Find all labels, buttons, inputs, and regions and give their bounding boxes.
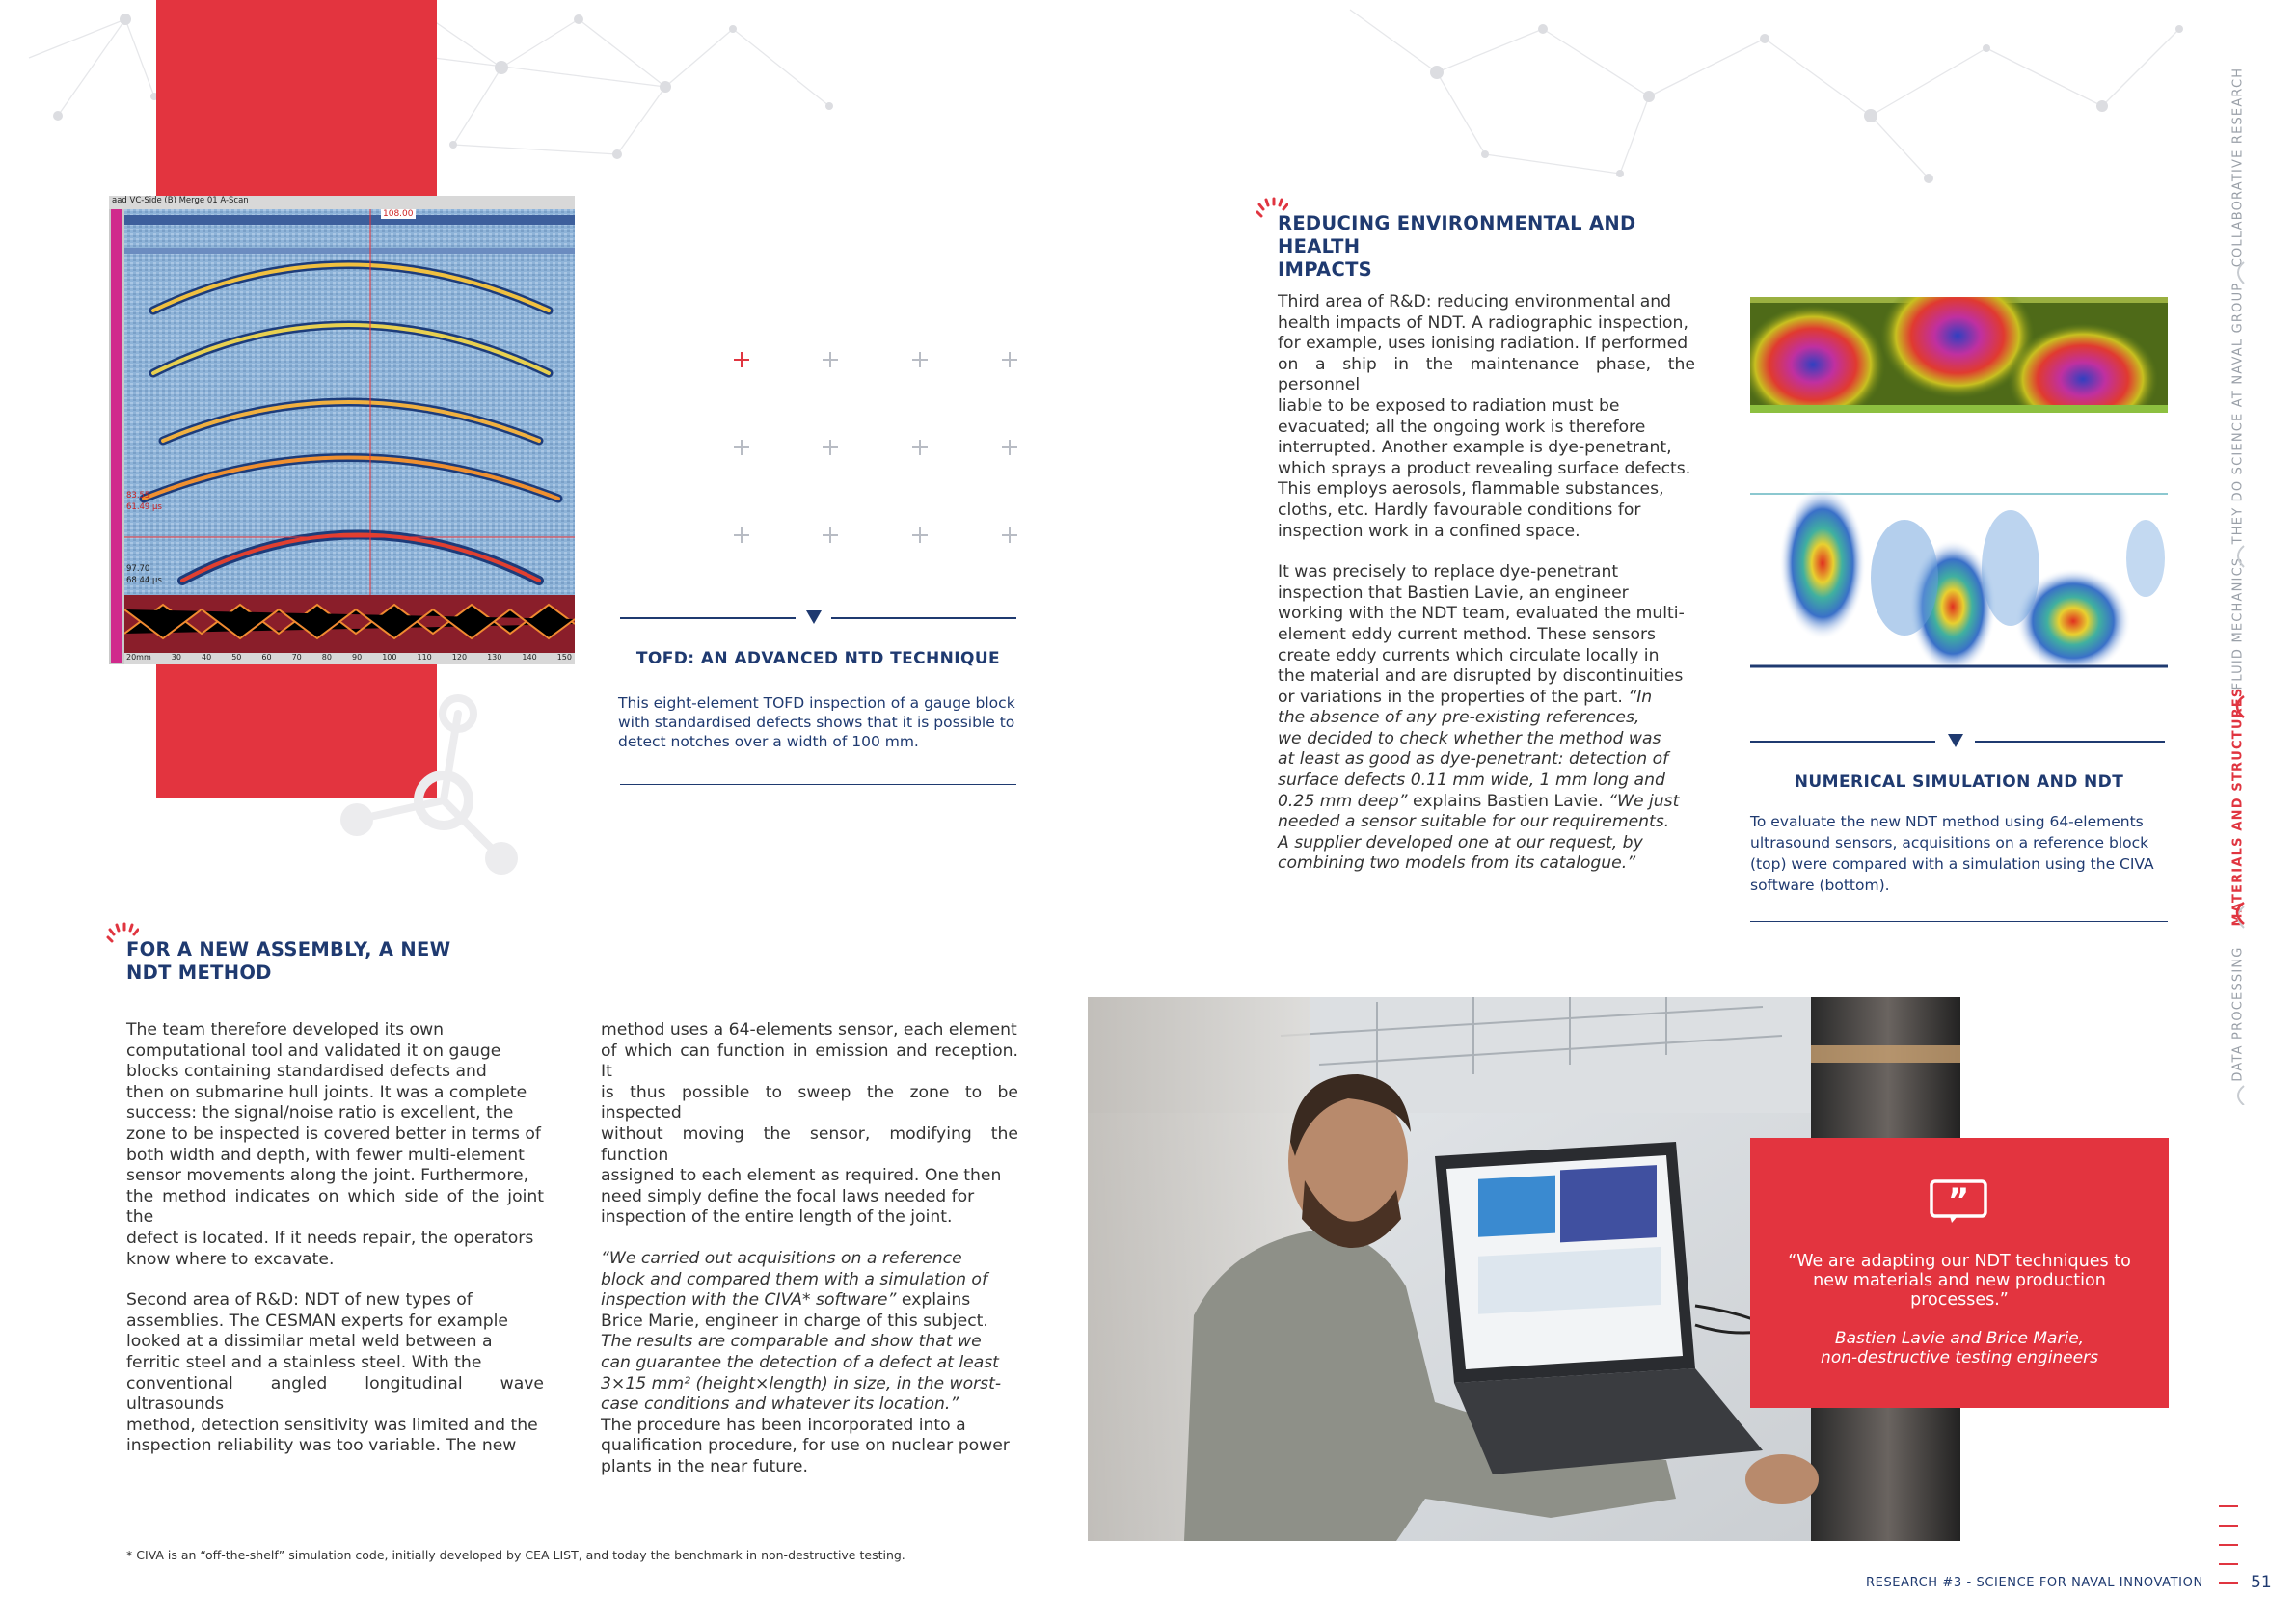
text-run: It was precisely to replace dye-penetrant (1278, 562, 1619, 582)
scan-left-ruler (111, 209, 122, 663)
plus-icon (734, 527, 749, 543)
text-run: or variations in the properties of the part. (1278, 687, 1623, 707)
text-run: The procedure has been incorporated into a (601, 1415, 966, 1435)
text-line: Second area of R&D: NDT of new types of (126, 1290, 473, 1311)
text-line: on a ship in the maintenance phase, the personnel (1278, 354, 1695, 395)
text-run: inspection of the entire length of the joint. (601, 1207, 953, 1228)
side-nav-label: FLUID MECHANICS (2230, 556, 2246, 690)
text-run: “In (1622, 687, 1653, 707)
scan-scale-label: 40 (201, 653, 212, 662)
text-run: is thus possible to sweep the zone to be inspected (601, 1082, 1018, 1123)
text-line (1278, 666, 1695, 688)
text-line (601, 1020, 1018, 1041)
heading-line: FOR A NEW ASSEMBLY, A NEW (126, 938, 451, 960)
scan-scale-label: 80 (321, 653, 332, 662)
text-line (1278, 604, 1695, 625)
scan-scale-label: 150 (556, 653, 572, 662)
text-line (601, 1353, 1018, 1374)
heading-line: IMPACTS (1278, 258, 1373, 281)
caption-bottom-rule (1750, 921, 2168, 922)
assembly-column-1 (126, 1020, 544, 1457)
scan-plot (124, 209, 575, 664)
text-run: the material and are disrupted by discontinuities (1278, 666, 1684, 687)
plus-icon (734, 440, 749, 455)
text-line (1278, 749, 1695, 771)
text-line: which sprays a product revealing surface defects. (1278, 458, 1691, 478)
network-decoration-right (1331, 0, 2218, 193)
text-run: combining two models from its catalogue.” (1278, 853, 1636, 874)
triangle-down-icon (806, 610, 822, 624)
scan-scale (126, 653, 572, 662)
text-run: inspection with the CIVA* software” (601, 1290, 897, 1311)
quote-author (1750, 1329, 2169, 1367)
text-line: health impacts of NDT. A radiographic inspection, (1278, 312, 1688, 333)
scan-header-text: aad VC-Side (B) Merge 01 A-Scan (112, 196, 249, 205)
text-line: ferritic steel and a stainless steel. With the (126, 1352, 482, 1372)
plus-icon (823, 440, 838, 455)
text-line: interrupted. Another example is dye-penetrant, (1278, 438, 1672, 458)
scan-scale-label: 20mm (126, 653, 151, 662)
caption-line: This eight-element TOFD inspection of a gauge block (618, 694, 1015, 712)
text-run: can guarantee the detection of a defect at least (601, 1352, 999, 1372)
text-line (1278, 853, 1695, 875)
scan-scale-label: 30 (171, 653, 181, 662)
plus-icon (1002, 440, 1017, 455)
scan-scale-label: 120 (451, 653, 468, 662)
text-line: blocks containing standardised defects and (126, 1062, 487, 1082)
scan-readout-1a: 83.55 (126, 491, 150, 500)
scan-scale-label: 90 (352, 653, 363, 662)
text-line (601, 1394, 1018, 1416)
text-line (601, 1374, 1018, 1395)
text-run: create eddy currents which circulate locally in (1278, 645, 1660, 665)
text-line (1278, 646, 1695, 667)
molecule-decoration (328, 675, 530, 887)
side-nav-separators (2219, 64, 2257, 1105)
text-run: without moving the sensor, modifying the function (601, 1123, 1018, 1165)
scan-readout-2b: 68.44 µs (126, 576, 162, 585)
scan-readout-2a: 97.70 (126, 564, 150, 574)
text-run: 3×15 mm² (height×length) in size, in the worst- (601, 1373, 1002, 1393)
caption-line: To evaluate the new NDT method using 64-elements (1750, 813, 2144, 830)
text-line: sensor movements along the joint. Furthermore, (126, 1166, 529, 1186)
caption-bottom-rule (620, 784, 1016, 785)
text-run: need simply define the focal laws needed for (601, 1186, 975, 1206)
scan-scale-label: 60 (261, 653, 272, 662)
text-line: looked at a dissimilar metal weld between a (126, 1332, 493, 1352)
caption-divider-right (1975, 741, 2165, 743)
text-line (1278, 729, 1695, 750)
text-run: case conditions and whatever its location.” (601, 1394, 959, 1415)
footnote: * CIVA is an “off-the-shelf” simulation code, initially developed by CEA LIST, and today the benchmark in non-destructive testing. (126, 1548, 905, 1562)
paragraph (1278, 562, 1695, 875)
text-line (601, 1083, 1018, 1124)
text-line (1278, 562, 1695, 583)
text-run: The results are comparable and show that we (601, 1332, 982, 1352)
quote-author-line: non-destructive testing engineers (1821, 1348, 2098, 1367)
text-run: element eddy current method. These sensors (1278, 624, 1657, 644)
plus-icon (912, 527, 928, 543)
tofd-caption-title: TOFD: AN ADVANCED NTD TECHNIQUE (635, 649, 1001, 668)
text-line (1278, 792, 1695, 813)
red-tick-marks (2217, 1504, 2240, 1591)
reducing-paragraphs (1278, 292, 1695, 875)
text-line (601, 1041, 1018, 1083)
caption-divider-left (1750, 741, 1935, 743)
assembly-column-2 (601, 1020, 1018, 1477)
caption-line: (top) were compared with a simulation using the CIVA (1750, 855, 2154, 873)
text-line (601, 1436, 1018, 1457)
heading-line: NDT METHOD (126, 961, 272, 984)
text-line (601, 1416, 1018, 1437)
text-run: “We just (1608, 791, 1680, 811)
footer-title: RESEARCH #3 - SCIENCE FOR NAVAL INNOVATION (1866, 1576, 2203, 1590)
text-run: 0.25 mm deep” (1278, 791, 1408, 811)
text-run: plants in the near future. (601, 1456, 808, 1476)
text-run: “We carried out acquisitions on a reference (601, 1248, 962, 1268)
plus-icon (823, 352, 838, 367)
text-line: both width and depth, with fewer multi-element (126, 1145, 525, 1165)
acquisition-heatmap-top (1750, 297, 2168, 413)
text-line: assemblies. The CESMAN experts for example (126, 1311, 509, 1331)
scan-marker-top: 108.00 (383, 209, 414, 219)
tofd-scan-image (109, 196, 575, 664)
paragraph (1278, 292, 1695, 542)
scan-scale-label: 130 (487, 653, 502, 662)
scan-scale-label: 50 (231, 653, 242, 662)
caption-line: software (bottom). (1750, 877, 1890, 894)
text-run: of which can function in emission and reception. It (601, 1041, 1018, 1082)
plus-icon (912, 352, 928, 367)
plus-icon (912, 440, 928, 455)
text-line: The team therefore developed its own (126, 1020, 445, 1040)
scan-scale-label: 110 (417, 653, 432, 662)
text-line (601, 1229, 1018, 1249)
text-line: defect is located. If it needs repair, the operators (126, 1228, 534, 1248)
text-line (1278, 625, 1695, 646)
side-nav-label: COLLABORATIVE RESEARCH (2230, 67, 2246, 268)
text-line: Third area of R&D: reducing environmental and (1278, 292, 1672, 311)
triangle-down-icon (1948, 734, 1963, 747)
scan-readout-1b: 61.49 µs (126, 502, 162, 512)
text-run: qualification procedure, for use on nuclear power (601, 1436, 1010, 1456)
scan-scale-label: 70 (291, 653, 302, 662)
simulation-heatmap-bottom (1750, 491, 2168, 669)
text-line: liable to be exposed to radiation must be (1278, 395, 1620, 416)
section-heading-reducing (1278, 212, 1702, 282)
text-line (601, 1249, 1018, 1270)
simulation-caption-text (1750, 811, 2174, 896)
text-line: cloths, etc. Hardly favourable conditions for (1278, 500, 1641, 520)
text-run: inspection that Bastien Lavie, an engineer (1278, 582, 1629, 603)
text-run: method uses a 64-elements sensor, each element (601, 1020, 1017, 1040)
text-line (601, 1312, 1018, 1333)
quote-marks-icon (1929, 1178, 1988, 1223)
text-line (1278, 771, 1695, 792)
caption-divider-right (831, 617, 1016, 619)
svg-text:”: ” (1947, 1181, 1970, 1220)
caption-line: ultrasound sensors, acquisitions on a reference block (1750, 834, 2149, 852)
caption-line: with standardised defects shows that it is possible to (618, 714, 1015, 731)
text-run: surface defects 0.11 mm wide, 1 mm long and (1278, 771, 1665, 791)
text-line (1278, 688, 1695, 709)
tofd-caption-text (618, 693, 1023, 751)
text-run: needed a sensor suitable for our requirements. (1278, 812, 1670, 832)
caption-divider-left (620, 617, 796, 619)
quote-line: new materials and new production (1813, 1271, 2106, 1290)
caption-line: detect notches over a width of 100 mm. (618, 733, 919, 750)
text-line: computational tool and validated it on gauge (126, 1041, 501, 1061)
text-run: the absence of any pre-existing references, (1278, 708, 1640, 728)
text-line: the method indicates on which side of the joint the (126, 1186, 544, 1228)
text-line (601, 1270, 1018, 1291)
side-nav-label: MATERIALS AND STRUCTURES (2230, 687, 2246, 926)
quote-line: “We are adapting our NDT techniques to (1788, 1252, 2131, 1271)
text-line: inspection reliability was too variable. The new (126, 1436, 517, 1456)
text-run: explains (896, 1290, 971, 1311)
text-run: we decided to check whether the method was (1278, 728, 1661, 748)
text-line (1278, 833, 1695, 854)
text-line: conventional angled longitudinal wave ultrasounds (126, 1373, 544, 1415)
text-line: know where to excavate. (126, 1249, 335, 1269)
scan-scale-label: 140 (522, 653, 537, 662)
text-line (601, 1290, 1018, 1312)
text-run: at least as good as dye-penetrant: detection of (1278, 749, 1669, 770)
text-line: This employs aerosols, flammable substances, (1278, 479, 1664, 500)
quote-author-line: Bastien Lavie and Brice Marie, (1834, 1329, 2085, 1348)
text-line (601, 1124, 1018, 1166)
text-run: block and compared them with a simulation of (601, 1269, 987, 1289)
text-line: evacuated; all the ongoing work is therefore (1278, 417, 1646, 437)
section-side-nav (2219, 64, 2257, 1105)
plus-icon (1002, 352, 1017, 367)
simulation-caption-title: NUMERICAL SIMULATION AND NDT (1794, 772, 2124, 792)
text-run: assigned to each element as required. One then (601, 1166, 1002, 1186)
text-run: Brice Marie, engineer in charge of this subject. (601, 1311, 988, 1331)
quote-box (1750, 1138, 2169, 1408)
text-line: success: the signal/noise ratio is excellent, the (126, 1103, 514, 1123)
text-line (601, 1187, 1018, 1208)
page-number: 51 (2251, 1573, 2272, 1592)
text-line (601, 1166, 1018, 1187)
text-line (1278, 708, 1695, 729)
section-heading-assembly (126, 938, 512, 985)
text-line (601, 1207, 1018, 1229)
text-line: for example, uses ionising radiation. If performed (1278, 334, 1688, 354)
scan-scale-label: 100 (382, 653, 397, 662)
plus-icon (1002, 527, 1017, 543)
text-line (126, 1270, 544, 1290)
side-nav-label: THEY DO SCIENCE AT NAVAL GROUP (2230, 282, 2246, 545)
quote-line: processes.” (1910, 1290, 2009, 1310)
text-line (601, 1457, 1018, 1478)
side-nav-label: DATA PROCESSING (2230, 945, 2246, 1082)
heading-line: REDUCING ENVIRONMENTAL AND HEALTH (1278, 212, 1636, 257)
plus-icon (823, 527, 838, 543)
text-run: explains Bastien Lavie. (1407, 791, 1609, 811)
text-line: inspection work in a confined space. (1278, 521, 1580, 541)
text-line (1278, 812, 1695, 833)
text-line: method, detection sensitivity was limited and the (126, 1415, 538, 1435)
text-run: A supplier developed one at our request, by (1278, 832, 1643, 852)
text-line (601, 1332, 1018, 1353)
text-line: then on submarine hull joints. It was a complete (126, 1082, 527, 1102)
text-line: zone to be inspected is covered better in terms of (126, 1123, 541, 1144)
text-run: working with the NDT team, evaluated the multi- (1278, 604, 1685, 624)
plus-icon (734, 352, 749, 367)
quote-text (1750, 1252, 2169, 1310)
text-line (1278, 583, 1695, 605)
